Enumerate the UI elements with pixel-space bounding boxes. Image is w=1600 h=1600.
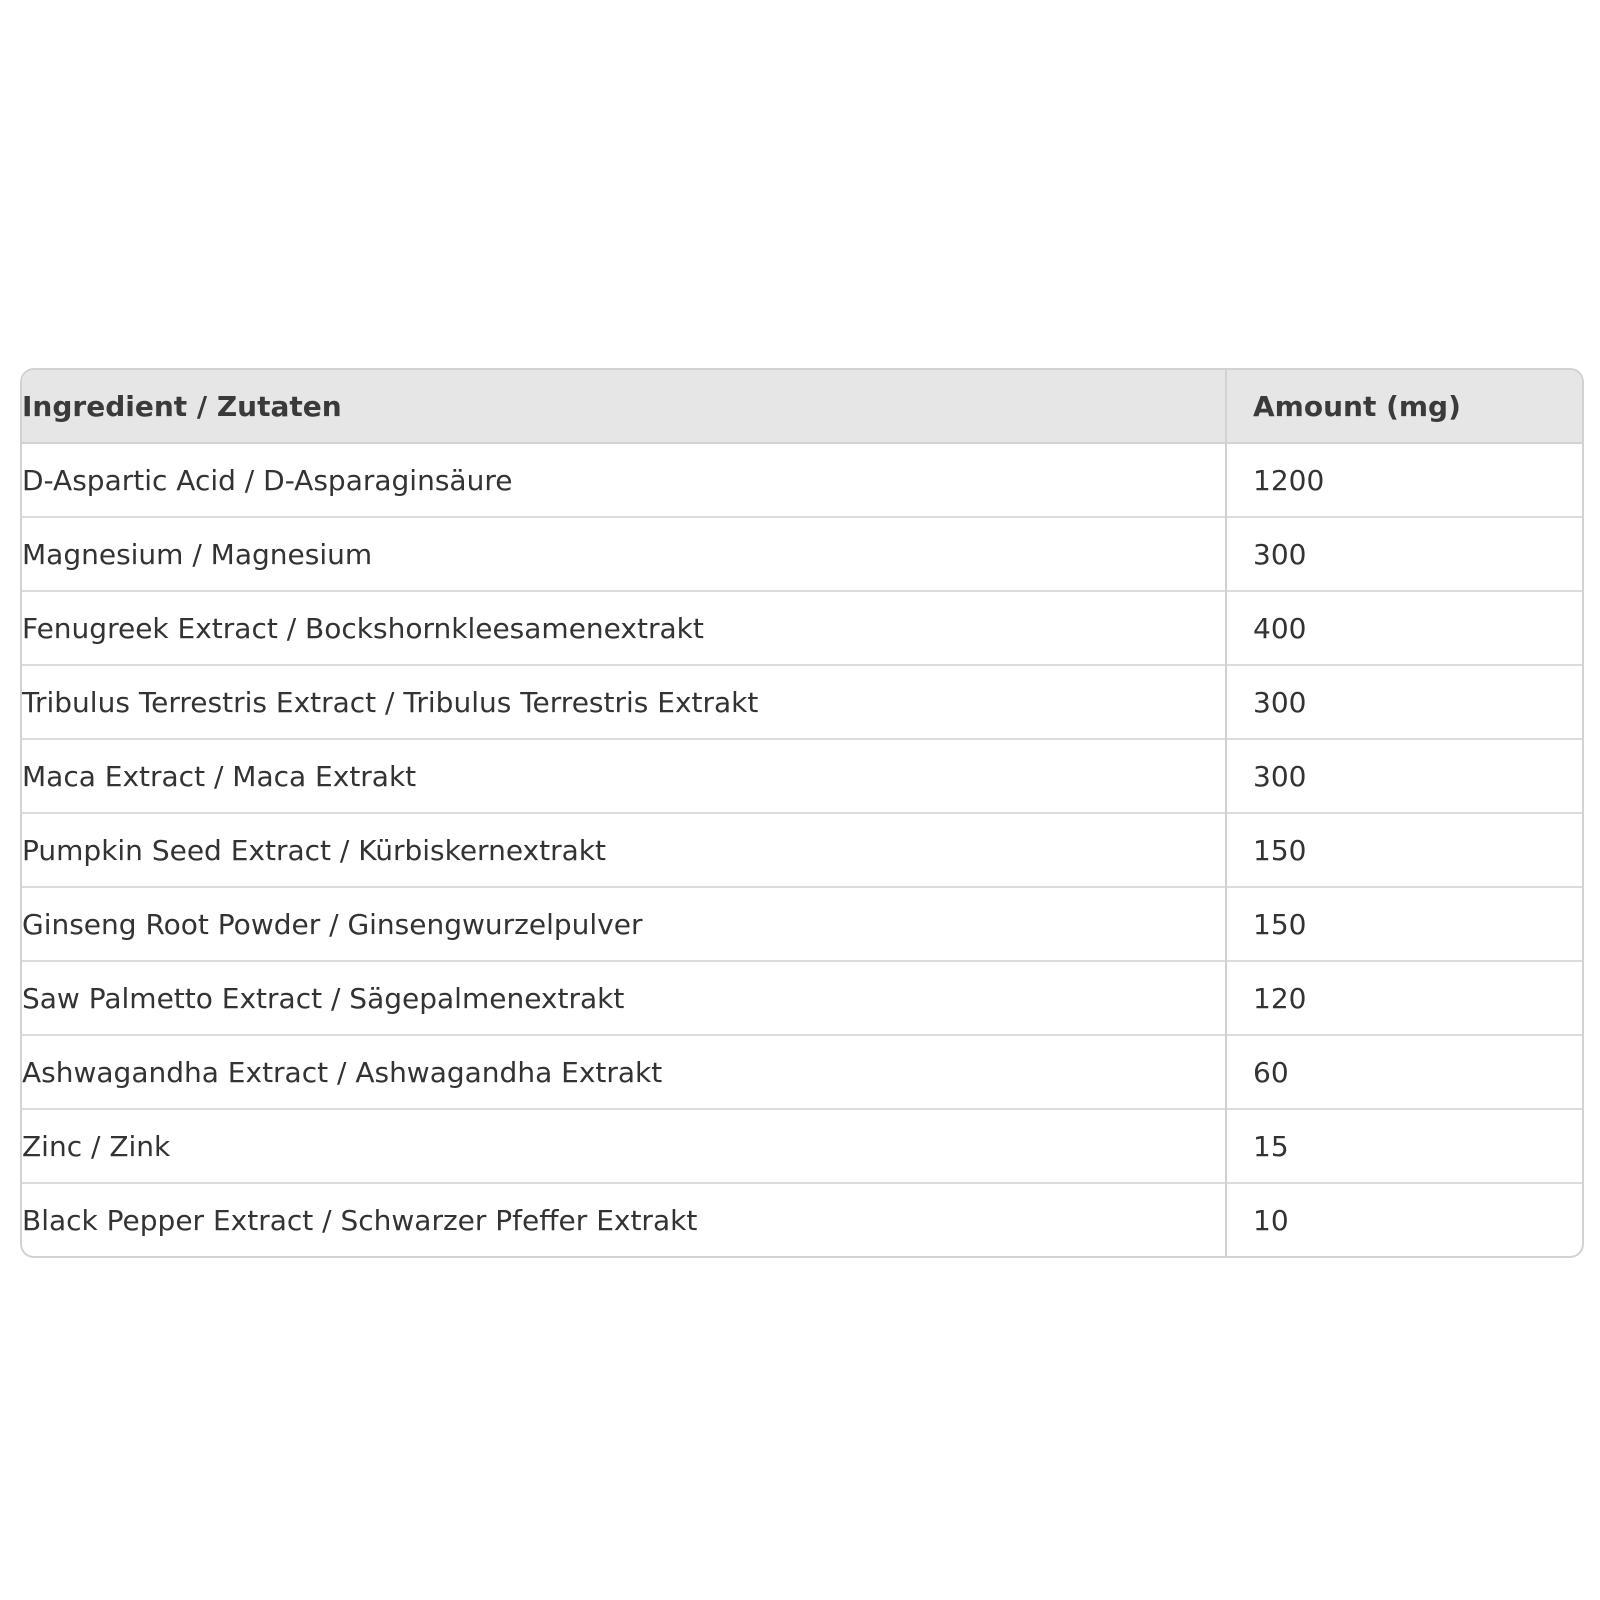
amount-cell: 300 [1226,665,1582,739]
amount-cell: 150 [1226,887,1582,961]
table-row [22,1035,1582,1109]
ingredient-cell: Saw Palmetto Extract / Sägepalmenextrakt [22,961,1226,1035]
amount-cell: 400 [1226,591,1582,665]
amount-cell: 120 [1226,961,1582,1035]
ingredient-cell: Ashwagandha Extract / Ashwagandha Extrakt [22,1035,1226,1109]
amount-cell: 300 [1226,517,1582,591]
amount-cell: 150 [1226,813,1582,887]
ingredient-cell: Maca Extract / Maca Extrakt [22,739,1226,813]
column-header-ingredient: Ingredient / Zutaten [22,370,1226,443]
ingredient-cell: Fenugreek Extract / Bockshornkleesamenextrakt [22,591,1226,665]
ingredient-cell: Zinc / Zink [22,1109,1226,1183]
ingredient-cell: Tribulus Terrestris Extract / Tribulus Terrestris Extrakt [22,665,1226,739]
table-body [22,443,1582,1256]
table-row [22,1183,1582,1256]
table-row [22,961,1582,1035]
column-header-amount: Amount (mg) [1226,370,1582,443]
table-header [22,370,1582,443]
ingredient-cell: Black Pepper Extract / Schwarzer Pfeffer Extrakt [22,1183,1226,1256]
ingredient-cell: Ginseng Root Powder / Ginsengwurzelpulver [22,887,1226,961]
ingredients-table-container [20,368,1584,1258]
amount-cell: 60 [1226,1035,1582,1109]
amount-cell: 300 [1226,739,1582,813]
ingredient-cell: Pumpkin Seed Extract / Kürbiskernextrakt [22,813,1226,887]
table-row [22,665,1582,739]
table-row [22,517,1582,591]
ingredient-cell: D-Aspartic Acid / D-Asparaginsäure [22,443,1226,517]
table-header-row [22,370,1582,443]
table-row [22,1109,1582,1183]
table-row [22,591,1582,665]
amount-cell: 10 [1226,1183,1582,1256]
table-row [22,813,1582,887]
table-row [22,443,1582,517]
ingredients-table [22,370,1582,1256]
table-row [22,887,1582,961]
ingredient-cell: Magnesium / Magnesium [22,517,1226,591]
amount-cell: 15 [1226,1109,1582,1183]
amount-cell: 1200 [1253,463,1325,497]
table-row [22,739,1582,813]
